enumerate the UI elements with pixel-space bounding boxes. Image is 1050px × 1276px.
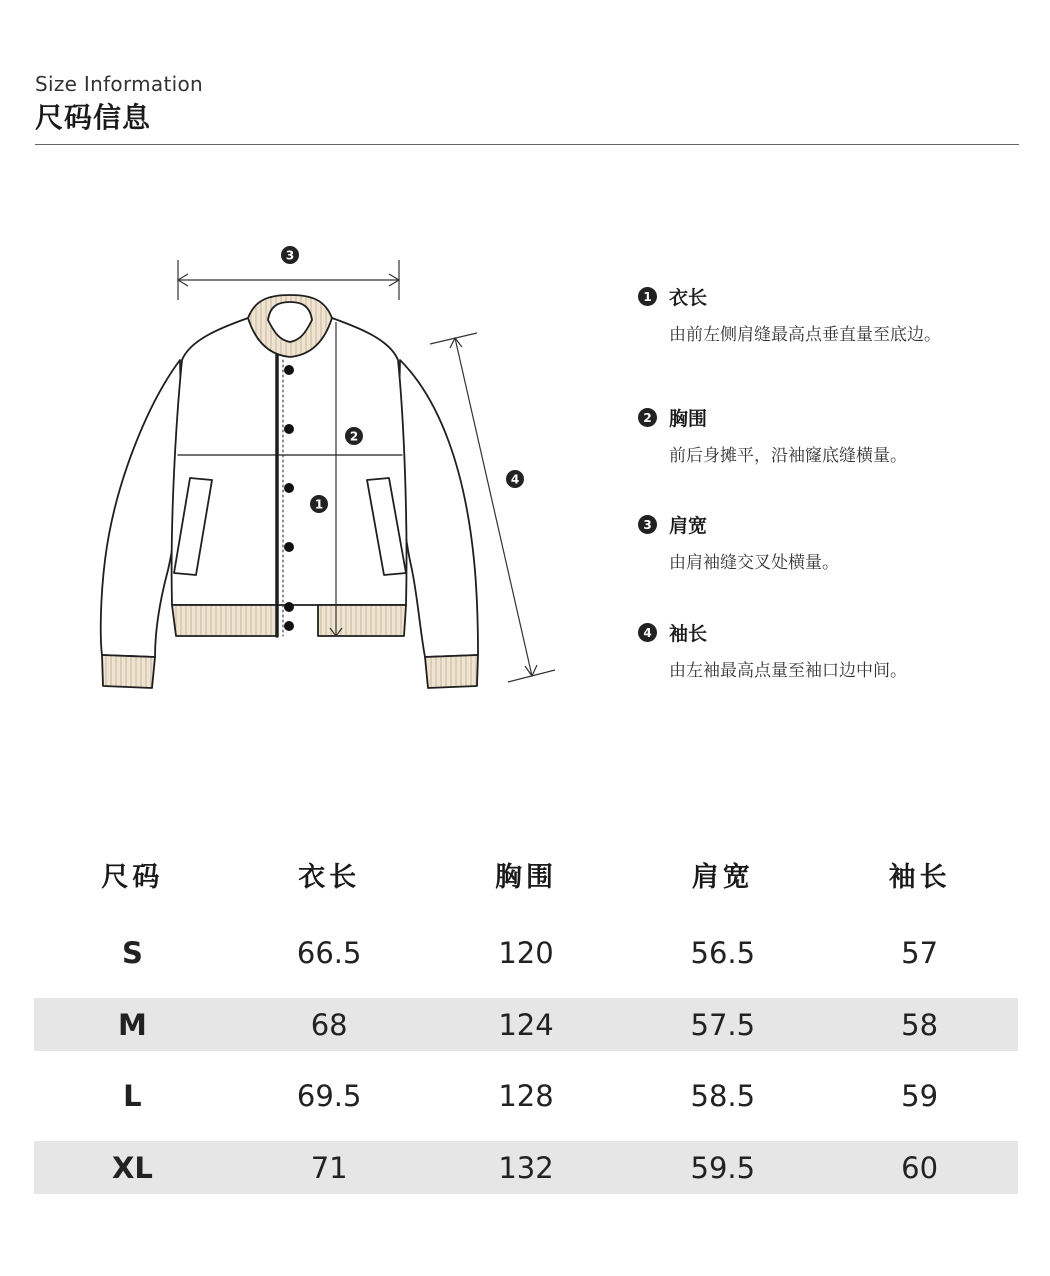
hem-left xyxy=(172,605,277,636)
right-cuff xyxy=(425,655,478,688)
legend-desc-chest: 前后身摊平，沿袖窿底缝横量。 xyxy=(669,446,907,466)
legend-item-length xyxy=(638,283,941,345)
legend-title-shoulder: 肩宽 xyxy=(669,515,708,537)
legend-item-shoulder xyxy=(638,511,839,573)
table-cell: S xyxy=(121,936,143,970)
legend-title-chest: 胸围 xyxy=(669,408,708,430)
table-row xyxy=(34,908,1018,998)
legend-badge-2: 2 xyxy=(638,408,657,427)
table-cell: 68 xyxy=(231,998,428,1051)
table-cell: 58 xyxy=(821,998,1018,1051)
size-table xyxy=(34,840,1018,1194)
table-cell: L xyxy=(123,1079,142,1113)
table-cell: 56.5 xyxy=(690,936,756,970)
header-length: 衣长 xyxy=(298,861,361,893)
sleeve-tick-top xyxy=(430,333,477,344)
jacket-body xyxy=(172,318,407,605)
right-sleeve xyxy=(398,360,478,657)
legend-item-sleeve xyxy=(638,619,907,681)
size-table-header xyxy=(34,840,1018,908)
header-title-zh: 尺码信息 xyxy=(35,101,152,134)
legend-badge-3: 3 xyxy=(638,515,657,534)
header-title-en: Size Information xyxy=(35,72,203,96)
table-row xyxy=(34,998,1018,1051)
table-cell: M xyxy=(34,998,231,1051)
legend-desc-length: 由前左侧肩缝最高点垂直量至底边。 xyxy=(669,325,941,345)
legend-desc-sleeve: 由左袖最高点量至袖口边中间。 xyxy=(669,661,907,681)
table-cell: 120 xyxy=(498,936,554,970)
legend-badge-4: 4 xyxy=(638,623,657,642)
marker-4-label: 4 xyxy=(510,472,520,487)
legend-title-length: 衣长 xyxy=(669,287,708,309)
legend-badge-1: 1 xyxy=(638,287,657,306)
table-cell: 57.5 xyxy=(624,998,821,1051)
legend-desc-shoulder: 由肩袖缝交叉处横量。 xyxy=(669,553,839,573)
table-cell: 66.5 xyxy=(296,936,362,970)
table-cell: 60 xyxy=(821,1141,1018,1194)
table-cell: 58.5 xyxy=(690,1079,756,1113)
table-cell: 124 xyxy=(428,998,625,1051)
header-shoulder: 肩宽 xyxy=(691,861,754,893)
table-cell: 132 xyxy=(428,1141,625,1194)
table-cell: 71 xyxy=(231,1141,428,1194)
header-sleeve: 袖长 xyxy=(888,861,951,893)
table-cell: 59 xyxy=(901,1079,939,1113)
marker-3-label: 3 xyxy=(285,248,295,263)
left-sleeve xyxy=(101,360,182,657)
hem-right xyxy=(318,605,406,636)
table-row xyxy=(34,1051,1018,1141)
table-cell: 59.5 xyxy=(624,1141,821,1194)
left-cuff xyxy=(102,655,155,688)
table-cell: XL xyxy=(34,1141,231,1194)
legend-title-sleeve: 袖长 xyxy=(669,623,708,645)
table-cell: 128 xyxy=(498,1079,554,1113)
table-cell: 69.5 xyxy=(296,1079,362,1113)
header-size: 尺码 xyxy=(101,861,164,893)
legend-item-chest xyxy=(638,404,907,466)
marker-1-label: 1 xyxy=(314,497,324,512)
table-row xyxy=(34,1141,1018,1194)
header-chest: 胸围 xyxy=(494,861,557,893)
marker-2-label: 2 xyxy=(349,429,359,444)
table-cell: 57 xyxy=(901,936,939,970)
